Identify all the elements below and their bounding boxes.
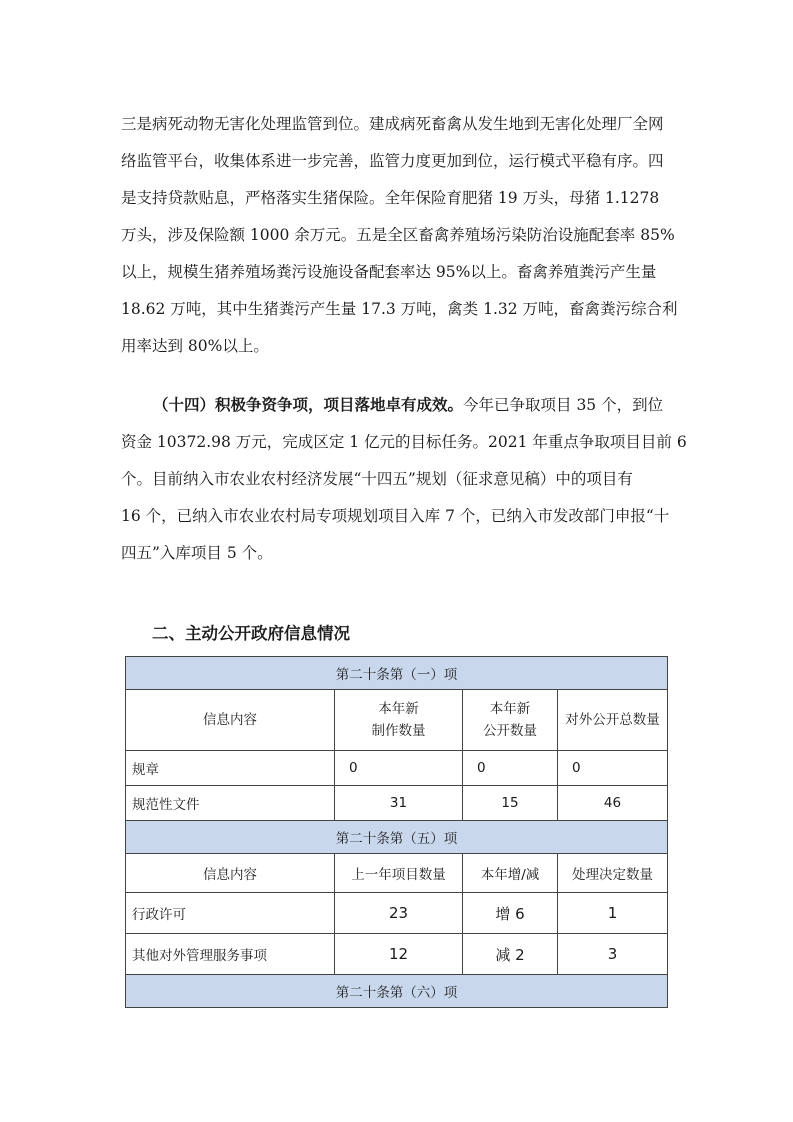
table-row <box>126 934 668 975</box>
table-cell: 0 <box>335 751 463 786</box>
text-line: 是支持贷款贴息，严格落实生猪保险。全年保险育肥猪 19 万头，母猪 1.1278 <box>121 189 660 207</box>
table-cell: 规章 <box>126 751 335 786</box>
text-line: 18.62 万吨，其中生猪粪污产生量 17.3 万吨，禽类 1.32 万吨，畜禽粪污综合利 <box>121 300 678 318</box>
paragraph-lead-rest: 今年已争取项目 35 个，到位 <box>463 396 664 414</box>
table-header-cell: 信息内容 <box>126 854 335 893</box>
table-row <box>126 751 668 786</box>
table-header-cell: 对外公开总数量 <box>558 690 668 751</box>
section-heading: 二、主动公开政府信息情况 <box>152 624 350 643</box>
table-cell: 31 <box>335 786 463 821</box>
table-cell: 规范性文件 <box>126 786 335 821</box>
table-cell: 23 <box>335 893 463 934</box>
table-header-cell: 信息内容 <box>126 690 335 751</box>
text-line: 络监管平台，收集体系进一步完善，监管力度更加到位，运行模式平稳有序。四 <box>121 152 664 170</box>
header-text: 本年新 制作数量 <box>371 701 426 739</box>
table-cell: 0 <box>558 751 668 786</box>
table-section-title-row <box>126 657 668 690</box>
table-header-cell <box>335 690 463 751</box>
table-section-title: 第二十条第（五）项 <box>126 821 668 854</box>
table-header-row <box>126 690 668 751</box>
table-section-title-row <box>126 821 668 854</box>
table-section-title: 第二十条第（六）项 <box>126 975 668 1008</box>
text-line: 三是病死动物无害化处理监管到位。建成病死畜禽从发生地到无害化处理厂全网 <box>121 115 664 133</box>
text-line: 万头，涉及保险额 1000 余万元。五是全区畜禽养殖场污染防治设施配套率 85% <box>121 226 675 244</box>
text-line: 以上，规模生猪养殖场粪污设施设备配套率达 95%以上。畜禽养殖粪污产生量 <box>121 263 657 281</box>
table-cell: 15 <box>463 786 558 821</box>
paragraph-projects <box>121 393 687 583</box>
table-header-cell: 处理决定数量 <box>558 854 668 893</box>
table-row <box>126 786 668 821</box>
table-cell: 其他对外管理服务事项 <box>126 934 335 975</box>
table-cell: 46 <box>558 786 668 821</box>
table-cell: 12 <box>335 934 463 975</box>
paragraph-lead: （十四）积极争资争项，项目落地卓有成效。 <box>153 396 464 414</box>
table-section-title-row <box>126 975 668 1008</box>
table-cell: 0 <box>463 751 558 786</box>
table-cell: 减 2 <box>463 934 558 975</box>
text-line: 四五”入库项目 5 个。 <box>121 544 273 562</box>
paragraph-livestock <box>121 112 678 372</box>
text-line: 16 个，已纳入市农业农村局专项规划项目入库 7 个，已纳入市发改部门申报“十 <box>121 507 670 525</box>
table-header-cell: 本年增/减 <box>463 854 558 893</box>
table-header-cell <box>463 690 558 751</box>
text-line: 个。目前纳入市农业农村经济发展“十四五”规划（征求意见稿）中的项目有 <box>121 470 633 488</box>
table-header-cell: 上一年项目数量 <box>335 854 463 893</box>
table-section-title: 第二十条第（一）项 <box>126 657 668 690</box>
text-line: 用率达到 80%以上。 <box>121 337 269 355</box>
disclosure-table <box>125 656 668 1008</box>
table-cell: 3 <box>558 934 668 975</box>
table-cell: 增 6 <box>463 893 558 934</box>
table-header-row <box>126 854 668 893</box>
table-row <box>126 893 668 934</box>
header-text: 本年新 公开数量 <box>483 701 537 739</box>
text-line <box>153 393 663 415</box>
text-line: 资金 10372.98 万元，完成区定 1 亿元的目标任务。2021 年重点争取项目目前 6 <box>121 433 687 451</box>
table-cell: 1 <box>558 893 668 934</box>
table-cell: 行政许可 <box>126 893 335 934</box>
